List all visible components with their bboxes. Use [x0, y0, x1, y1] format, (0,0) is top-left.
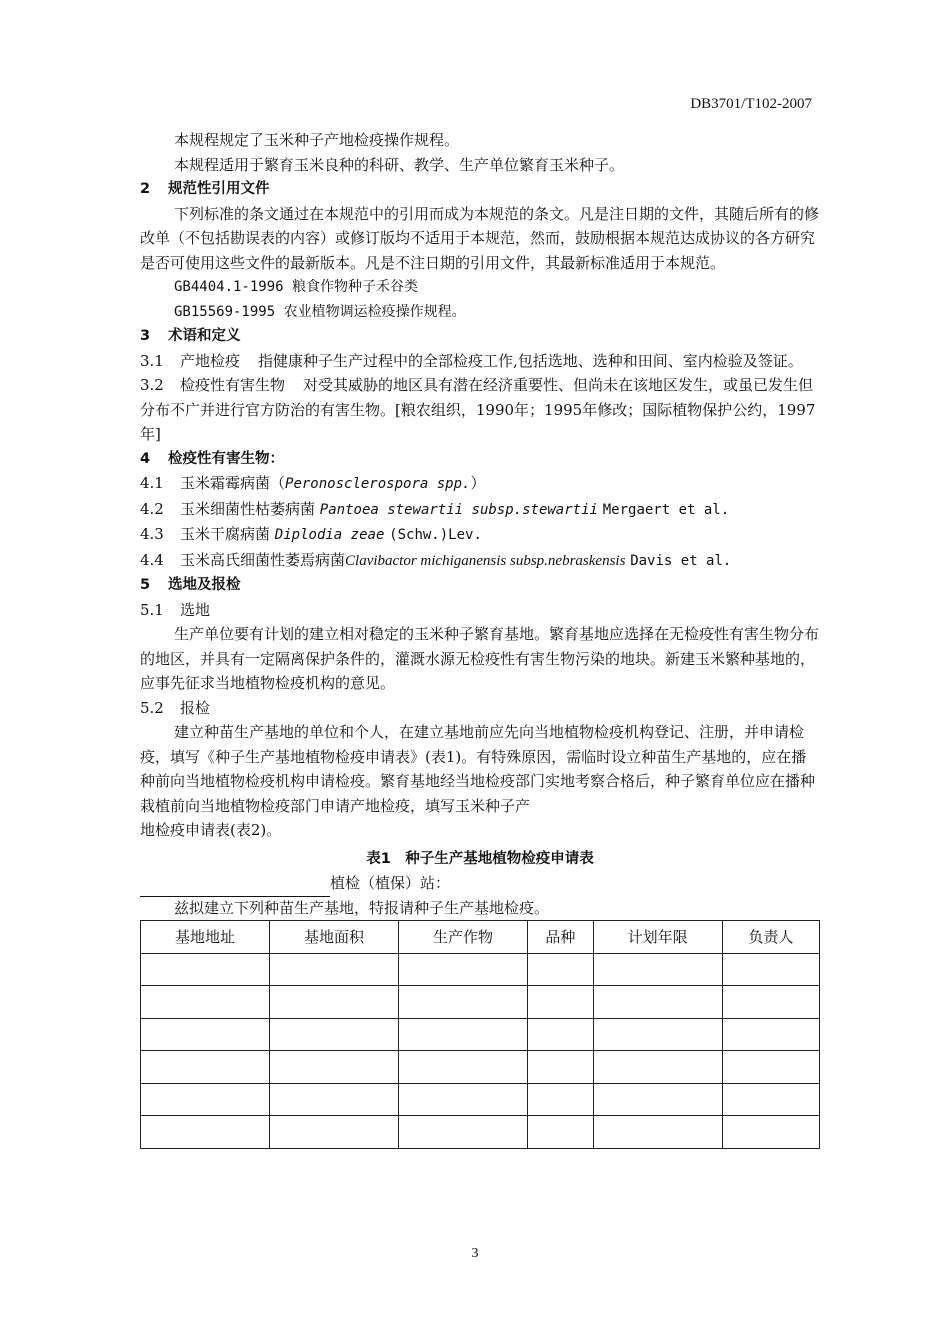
table-cell[interactable]: [528, 1083, 594, 1116]
section-3-heading: 3 术语和定义: [140, 328, 241, 344]
application-form-table: [140, 920, 820, 1149]
table-cell[interactable]: [270, 986, 399, 1019]
table-cell[interactable]: [141, 986, 270, 1019]
table-row: [141, 1083, 820, 1116]
table-cell[interactable]: [722, 1051, 819, 1084]
document-code: DB3701/T102-2007: [690, 96, 812, 112]
table-cell[interactable]: [722, 1083, 819, 1116]
table-cell[interactable]: [141, 1018, 270, 1051]
subsection-5-2-heading: 5.2 报检: [140, 698, 211, 717]
table-cell[interactable]: [593, 1018, 722, 1051]
table-cell[interactable]: [722, 1018, 819, 1051]
table-cell[interactable]: [141, 1051, 270, 1084]
table-cell[interactable]: [399, 1051, 528, 1084]
header-planned-years: 计划年限: [593, 921, 722, 954]
table-cell[interactable]: [270, 1018, 399, 1051]
table-cell[interactable]: [722, 953, 819, 986]
table-cell[interactable]: [399, 1018, 528, 1051]
section-2-heading: 2 规范性引用文件: [140, 181, 270, 197]
table-cell[interactable]: [528, 953, 594, 986]
table-row: [141, 986, 820, 1019]
table-cell[interactable]: [528, 1116, 594, 1149]
header-site-area: 基地面积: [270, 921, 399, 954]
table-row: [141, 953, 820, 986]
table-cell[interactable]: [141, 953, 270, 986]
table-cell[interactable]: [593, 1051, 722, 1084]
subsection-5-2-tail: 地检疫申请表(表2)。: [140, 821, 282, 839]
table-cell[interactable]: [141, 1083, 270, 1116]
scope-paragraph-2: 本规程适用于繁育玉米良种的科研、教学、生产单位繁育玉米种子。: [174, 155, 625, 174]
table-cell[interactable]: [399, 1083, 528, 1116]
definition-3-2: 3.2 检疫性有害生物 对受其威胁的地区具有潜在经济重要性、但尚未在该地区发生，或虽已发生但分布不广并进行官方防治的有害生物。[粮农组织，1990年；1995年修改；国际植物保护公约，1997年]: [140, 376, 816, 443]
table-row: [141, 1051, 820, 1084]
pest-4-1: 4.1 玉米霜霉病菌（Peronosclerospora spp.）: [140, 474, 486, 492]
table-cell[interactable]: [270, 1116, 399, 1149]
table-1-intro: 兹拟建立下列种苗生产基地，特报请种子生产基地检疫。: [174, 898, 550, 917]
table-cell[interactable]: [528, 1051, 594, 1084]
table-cell[interactable]: [270, 1083, 399, 1116]
table-cell[interactable]: [399, 986, 528, 1019]
table-cell[interactable]: [399, 1116, 528, 1149]
table-cell[interactable]: [528, 986, 594, 1019]
subsection-5-1-body: 生产单位要有计划的建立相对稳定的玉米种子繁育基地。繁育基地应选择在无检疫性有害生物分布的地区，并具有一定隔离保护条件的，灌溉水源无检疫性有害生物污染的地块。新建玉米繁种基地的，应事先征求当地植物检疫机构的意见。: [140, 625, 820, 692]
table-cell[interactable]: [399, 953, 528, 986]
pest-4-3: 4.3 玉米干腐病菌 Diplodia zeae (Schw.)Lev.: [140, 525, 482, 543]
table-cell[interactable]: [593, 1083, 722, 1116]
station-label: 植检（植保）站：: [140, 871, 820, 896]
station-fill-line: [140, 896, 330, 897]
header-person-in-charge: 负责人: [722, 921, 819, 954]
reference-2: GB15569-1995 农业植物调运检疫操作规程。: [174, 303, 466, 320]
table-cell[interactable]: [593, 1116, 722, 1149]
section-5-heading: 5 选地及报检: [140, 577, 241, 593]
header-variety: 品种: [528, 921, 594, 954]
header-crop: 生产作物: [399, 921, 528, 954]
table-header-row: [141, 921, 820, 954]
table-cell[interactable]: [528, 1018, 594, 1051]
subsection-5-1-heading: 5.1 选地: [140, 600, 211, 619]
table-cell[interactable]: [593, 986, 722, 1019]
page-number: 3: [471, 1246, 479, 1261]
subsection-5-2-body: 建立种苗生产基地的单位和个人，在建立基地前应先向当地植物检疫机构登记、注册，并申请检疫，填写《种子生产基地植物检疫申请表》(表1)。有特殊原因，需临时设立种苗生产基地的，应在播种前向当地植物检疫机构申请检疫。繁育基地经当地检疫部门实地考察合格后，种子繁育单位应在播种栽植前向当地植物检疫部门申请产地检疫，填写玉米种子产: [140, 723, 816, 815]
pest-4-2: 4.2 玉米细菌性枯萎病菌 Pantoea stewartii subsp.stewartii Mergaert et al.: [140, 499, 730, 518]
table-cell[interactable]: [722, 986, 819, 1019]
table-row: [141, 1116, 820, 1149]
table-cell[interactable]: [270, 953, 399, 986]
definition-3-1: 3.1 产地检疫 指健康种子生产过程中的全部检疫工作,包括选地、选种和田间、室内检验及签证。: [140, 351, 803, 370]
pest-4-4: 4.4 玉米高氏细菌性萎焉病菌Clavibactor michiganensis subsp.nebraskensis Davis et al.: [140, 550, 732, 569]
table-cell[interactable]: [593, 953, 722, 986]
table-1-title: 表1 种子生产基地植物检疫申请表: [366, 850, 594, 867]
document-body: [140, 128, 820, 1149]
scope-paragraph-1: 本规程规定了玉米种子产地检疫操作规程。: [174, 131, 460, 149]
table-cell[interactable]: [270, 1051, 399, 1084]
table-cell[interactable]: [141, 1116, 270, 1149]
reference-1: GB4404.1-1996 粮食作物种子禾谷类: [174, 279, 419, 295]
table-row: [141, 1018, 820, 1051]
section-4-heading: 4 检疫性有害生物：: [140, 450, 284, 467]
table-cell[interactable]: [722, 1116, 819, 1149]
header-site-address: 基地地址: [141, 921, 270, 954]
section-2-body: 下列标准的条文通过在本规范中的引用而成为本规范的条文。凡是注日期的文件，其随后所有的修改单（不包括勘误表的内容）或修订版均不适用于本规范，然而，鼓励根据本规范达成协议的各方研究是否可使用这些文件的最新版本。凡是不注日期的引用文件，其最新标准适用于本规范。: [140, 204, 820, 272]
